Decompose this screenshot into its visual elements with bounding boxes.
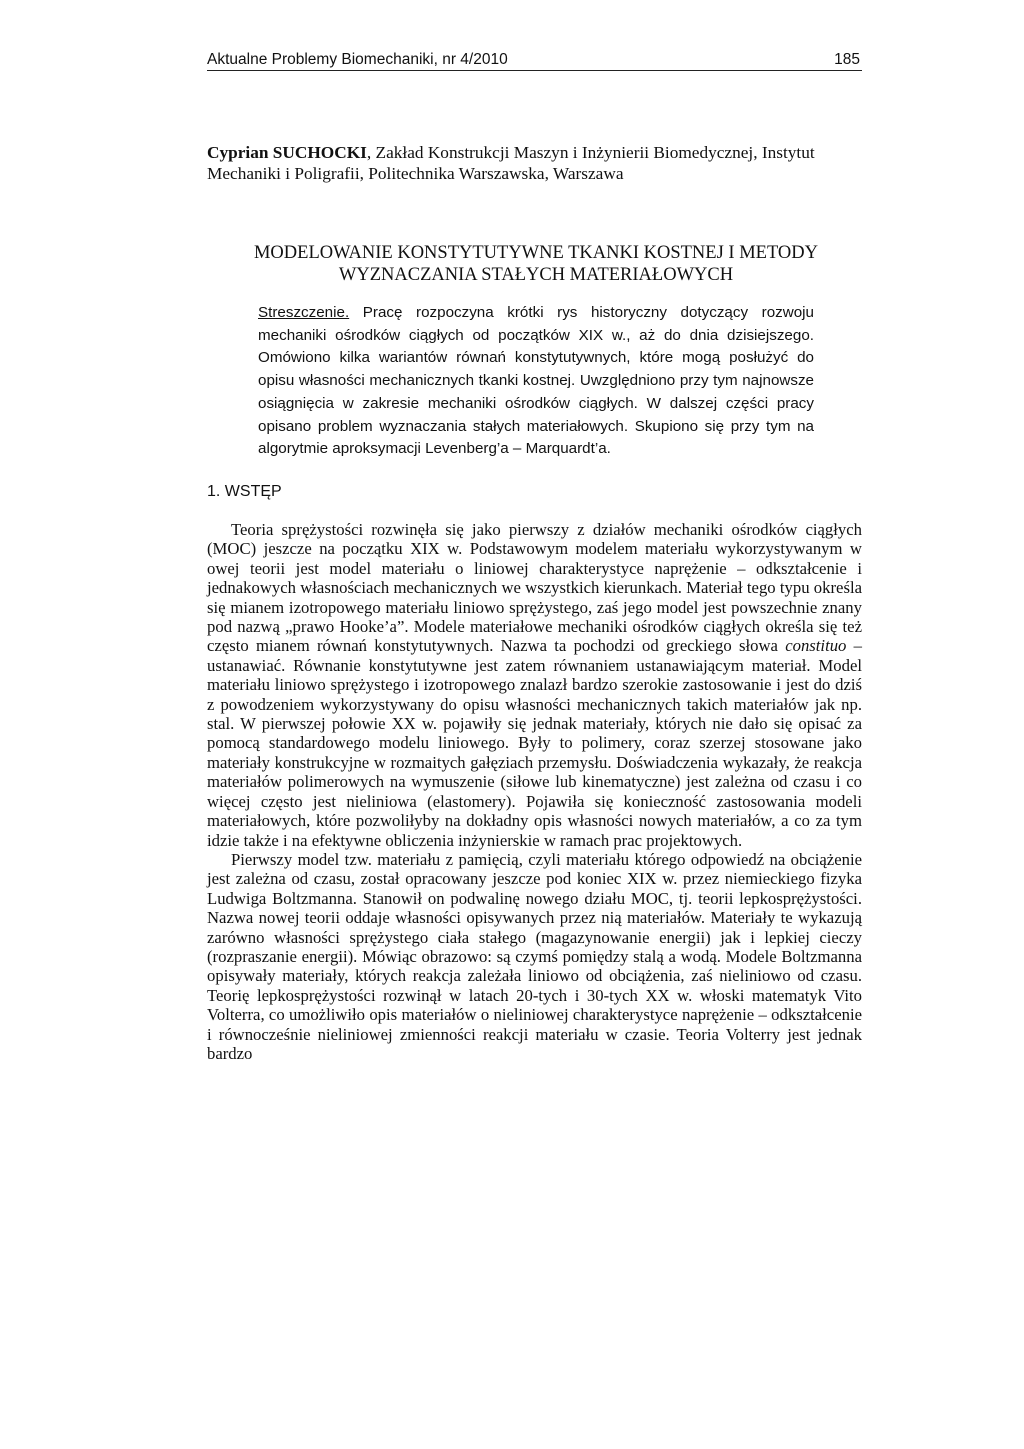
- page-number: 185: [834, 51, 860, 68]
- running-header: [207, 50, 862, 71]
- abstract-label: Streszczenie.: [258, 304, 350, 321]
- paper-title-line-1: MODELOWANIE KONSTYTUTYWNE TKANKI KOSTNEJ I METODY: [253, 243, 818, 263]
- greek-word: constituo: [785, 636, 847, 656]
- author-block: [207, 142, 867, 184]
- paragraph-1-part-2: – ustanawiać. Równanie konstytutywne jest zatem równaniem ustanawiającym materiał. Model materiału liniowo sprężystego i izotropowego znalazł bardzo szerokie zastosowanie i jest do dziś z powodzeniem wykorzystywany do opisu własności mechanicznych takich materiałów jak np. stal. W pierwszej połowie XX w. pojawiły się jednak materiały, których nie dało się opisać za pomocą standardowego modelu liniowego. Były to polimery, coraz szerzej stosowane jako materiały konstrukcyjne w rozmaitych gałęziach przemysłu. Doświadczenia wykazały, że reakcja materiałów polimerowych na wymuszenie (siłowe lub kinematyczne) jest zależna od czasu i co więcej często jest nieliniowa (elastomery). Pojawiła się konieczność zastosowania modeli materiałowych, które pozwoliłyby na dokładny opis własności nowych materiałów, a co za tym idzie także i na efektywne obliczenia inżynierskie w ramach prac projektowych.: [207, 636, 862, 850]
- abstract: [258, 302, 814, 461]
- paper-title-line-2: WYZNACZANIA STAŁYCH MATERIAŁOWYCH: [338, 265, 734, 285]
- abstract-text: Pracę rozpoczyna krótki rys historyczny dotyczący rozwoju mechaniki ośrodków ciągłych od początków XIX w., aż do dnia dzisiejszego. Omówiono kilka wariantów równań konstytutywnych, które mogą posłużyć do opisu własności mechanicznych tkanki kostnej. Uwzględniono przy tym najnowsze osiągnięcia w zakresie mechaniki ośrodków ciągłych. W dalszej części pracy opisano problem wyznaczania stałych materiałowych. Skupiono się przy tym na algorytmie aproksymacji Levenberg’a – Marquardt’a.: [258, 304, 814, 458]
- body-text: [207, 520, 862, 1063]
- section-heading: 1. WSTĘP: [207, 483, 282, 500]
- journal-title: Aktualne Problemy Biomechaniki, nr 4/2010: [207, 51, 508, 68]
- author-affiliation: , Zakład Konstrukcji Maszyn i Inżynierii Biomedycznej, Instytut Mechaniki i Poligrafii, Politechnika Warszawska, Warszawa: [207, 143, 815, 183]
- paragraph-2: Pierwszy model tzw. materiału z pamięcią, czyli materiału którego odpowiedź na obciążenie jest zależna od czasu, został opracowany jeszcze pod koniec XIX w. przez niemieckiego fizyka Ludwiga Boltzmanna. Stanowił on podwalinę nowego działu MOC, tj. teorii lepkosprężystości. Nazwa nowej teorii oddaje własności opisywanych przez nią materiałów. Materiały te wykazują zarówno własności sprężystego ciała stałego (magazynowanie energii) jak i lepkiej cieczy (rozpraszanie energii). Mówiąc obrazowo: są czymś pomiędzy stalą a wodą. Modele Boltzmanna opisywały materiały, których reakcja zależała liniowo od obciążenia, zaś nieliniowo od czasu. Teorię lepkosprężystości rozwinął w latach 20-tych i 30-tych XX w. włoski matematyk Vito Volterra, co umożliwiło opis materiałów o nieliniowej charakterystyce naprężenie – odkształcenie i równocześnie nieliniowej zmienności reakcji materiału w czasie. Teoria Volterry jest jednak bardzo: [207, 849, 862, 1063]
- paragraph-1-part-1: Teoria sprężystości rozwinęła się jako pierwszy z działów mechaniki ośrodków ciągłych (MOC) jeszcze na początku XIX w. Podstawowym modelem materiału wykorzystywanym w owej teorii jest model materiału o liniowej charakterystyce naprężenie – odkształcenie i jednakowych własnościach mechanicznych we wszystkich kierunkach. Materiał tego typu określa się mianem izotropowego materiału liniowo sprężystego, zaś jego model jest powszechnie znany pod nazwą „prawo Hooke’a”. Modele materiałowe mechaniki ośrodków ciągłych określa się też często mianem równań konstytutywnych. Nazwa ta pochodzi od greckiego słowa: [207, 520, 862, 656]
- paper-title: [200, 242, 872, 286]
- author-name: Cyprian SUCHOCKI: [207, 143, 367, 162]
- paragraph-1: [207, 520, 862, 850]
